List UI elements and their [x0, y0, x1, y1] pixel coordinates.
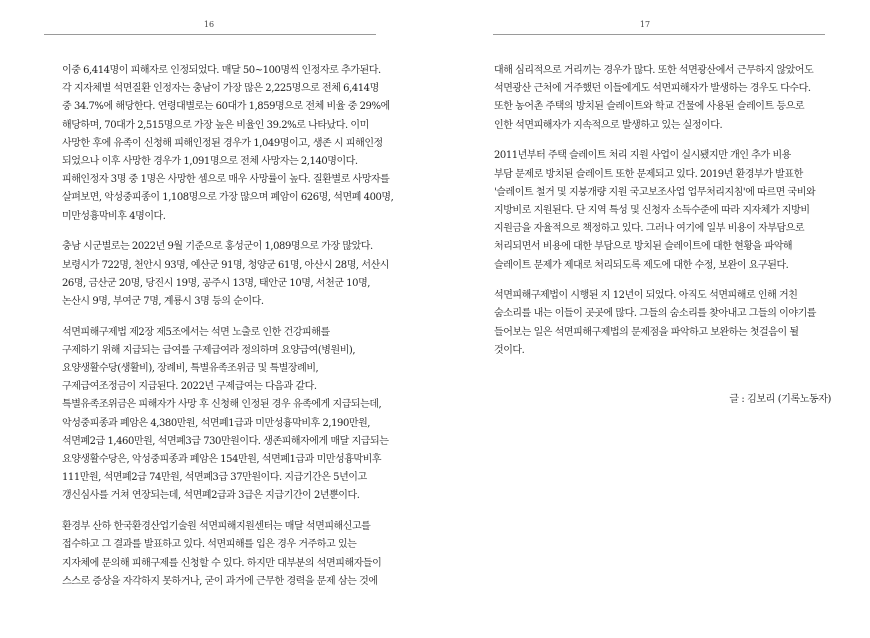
text-line: 충남 시군별로는 2022년 9월 기준으로 홍성군이 1,089명으로 가장 많았다. [62, 241, 373, 253]
paragraph [62, 518, 380, 591]
text-line: 환경부 산하 한국환경산업기술원 석면피해지원센터는 매달 석면피해신고를 [62, 521, 371, 533]
text-line: 보령시가 722명, 천안시 93명, 예산군 91명, 청양군 61명, 아산시 28명, 서산시 [62, 259, 390, 271]
page-number-left: 16 [203, 20, 215, 29]
paragraph [62, 238, 390, 311]
page-number-right: 17 [639, 20, 651, 29]
text-line: 피해인정자 3명 중 1명은 사망한 셈으로 매우 사망률이 높다. 질환별로 사망자를 [62, 174, 390, 186]
header-rule-left [44, 34, 376, 35]
text-line: 요양생활수당은, 악성중피종과 폐암은 154만원, 석면폐1급과 미만성흉막비후 [62, 454, 382, 466]
text-line: 스스로 증상을 자각하지 못하거나, 굳이 과거에 근무한 경력을 문제 삼는 것에 [62, 575, 378, 587]
text-line: 논산시 9명, 부여군 7명, 계룡시 3명 등의 순이다. [62, 295, 264, 307]
text-line: 지자체에 문의해 피해구제를 신청할 수 있다. 하지만 대부분의 석면피해자들이 [62, 557, 382, 569]
paragraph [62, 62, 394, 226]
text-line: 지원금을 자율적으로 책정하고 있다. 그러나 여기에 일부 비용이 자부담으로 [494, 223, 805, 235]
text-line: 석면피해구제법 제2장 제5조에서는 석면 노출로 인한 건강피해를 [62, 326, 330, 338]
text-line: 지방비로 지원된다. 단 지역 특성 및 신청자 소득수준에 따라 지자체가 지방비 [494, 204, 810, 216]
paragraph [494, 62, 814, 135]
text-line: '슬레이트 철거 및 지붕개량 지원 국고보조사업 업무처리지침'에 따르면 국비와 [494, 186, 816, 198]
text-line: 대해 심리적으로 거리끼는 경우가 많다. 또한 석면광산에서 근무하지 않았어도 [494, 65, 814, 76]
text-line: 인한 석면피해자가 지속적으로 발생하고 있는 실정이다. [494, 119, 723, 131]
right-page [435, 0, 870, 638]
text-line: 요양생활수당(생활비), 장례비, 특별유족조위금 및 특별장례비, [62, 363, 319, 375]
text-line: 구제하기 위해 지급되는 급여를 구제급여라 정의하며 요양급여(병원비), [62, 344, 356, 356]
header-rule-right [493, 34, 825, 35]
text-line: 살펴보면, 악성중피종이 1,108명으로 가장 많으며 폐암이 626명, 석면폐 400명, [62, 192, 394, 204]
text-line: 26명, 금산군 20명, 당진시 19명, 공주시 13명, 태안군 10명, 서천군 10명, [62, 277, 371, 289]
author-signature: 글 : 김보리 (기록노동자) [729, 394, 831, 405]
text-line: 해당하며, 70대가 2,515명으로 가장 높은 비율인 39.2%로 나타났다. 이미 [62, 119, 369, 131]
text-line: 갱신심사를 거쳐 연장되는데, 석면폐2급과 3급은 지급기간이 2년뿐이다. [62, 490, 360, 502]
text-line: 111만원, 석면폐2급 74만원, 석면폐3급 37만원이다. 지급기간은 5년이고 [62, 472, 367, 484]
left-page-body [62, 62, 394, 603]
text-line: 숨소리를 내는 이들이 곳곳에 많다. 그들의 숨소리를 찾아내고 그들의 이야기를 [494, 308, 817, 320]
text-line: 사망한 후에 유족이 신청해 피해인정된 경우가 1,049명이고, 생존 시 피해인정 [62, 137, 383, 149]
text-line: 접수하고 그 결과를 발표하고 있다. 석면피해를 입은 경우 거주하고 있는 [62, 539, 357, 551]
text-line: 들어보는 일은 석면피해구제법의 문제점을 파악하고 보완하는 첫걸음이 될 [494, 326, 799, 338]
text-line: 슬레이트 문제가 제대로 처리되도록 제도에 대한 수정, 보완이 요구된다. [494, 259, 789, 271]
text-line: 구제급여조정금이 지급된다. 2022년 구제급여는 다음과 같다. [62, 381, 317, 393]
text-line: 미만성흉막비후 4명이다. [62, 210, 166, 222]
text-line: 처리되면서 비용에 대한 부담으로 방치된 슬레이트에 대한 현황을 파악해 [494, 241, 793, 253]
text-line: 또한 농어촌 주택의 방치된 슬레이트와 학교 건물에 사용된 슬레이트 등으로 [494, 101, 805, 113]
text-line: 이중 6,414명이 피해자로 인정되었다. 매달 50~100명씩 인정자로 추가된다. [62, 65, 381, 76]
text-line: 각 지자체별 석면질환 인정자는 충남이 가장 많은 2,225명으로 전체 6,414명 [62, 83, 379, 95]
paragraph [494, 147, 814, 274]
paragraph [494, 287, 817, 360]
text-line: 부담 문제로 방치된 슬레이트 또한 문제되고 있다. 2019년 환경부가 발표한 [494, 168, 803, 180]
right-page-body [494, 62, 817, 373]
text-line: 것이다. [494, 344, 525, 356]
text-line: 석면광산 근처에 거주했던 이들에게도 석면피해자가 발생하는 경우도 다수다. [494, 83, 811, 95]
text-line: 2011년부터 주택 슬레이트 처리 지원 사업이 실시됐지만 개인 추가 비용 [494, 150, 791, 162]
paragraph [62, 324, 389, 506]
text-line: 중 34.7%에 해당한다. 연령대별로는 60대가 1,859명으로 전체 비율 중 29%에 [62, 101, 390, 113]
text-line: 악성중피종과 폐암은 4,380만원, 석면폐1급과 미만성흉막비후 2,190만원, [62, 417, 371, 429]
text-line: 되었으나 이후 사망한 경우가 1,091명으로 전체 사망자는 2,140명이다. [62, 156, 358, 168]
text-line: 석면폐2급 1,460만원, 석면폐3급 730만원이다. 생존피해자에게 매달 지급되는 [62, 435, 389, 447]
text-line: 석면피해구제법이 시행된 지 12년이 되었다. 아직도 석면피해로 인해 거친 [494, 290, 798, 302]
text-line: 특별유족조위금은 피해자가 사망 후 신청해 인정된 경우 유족에게 지급되는데, [62, 399, 382, 411]
